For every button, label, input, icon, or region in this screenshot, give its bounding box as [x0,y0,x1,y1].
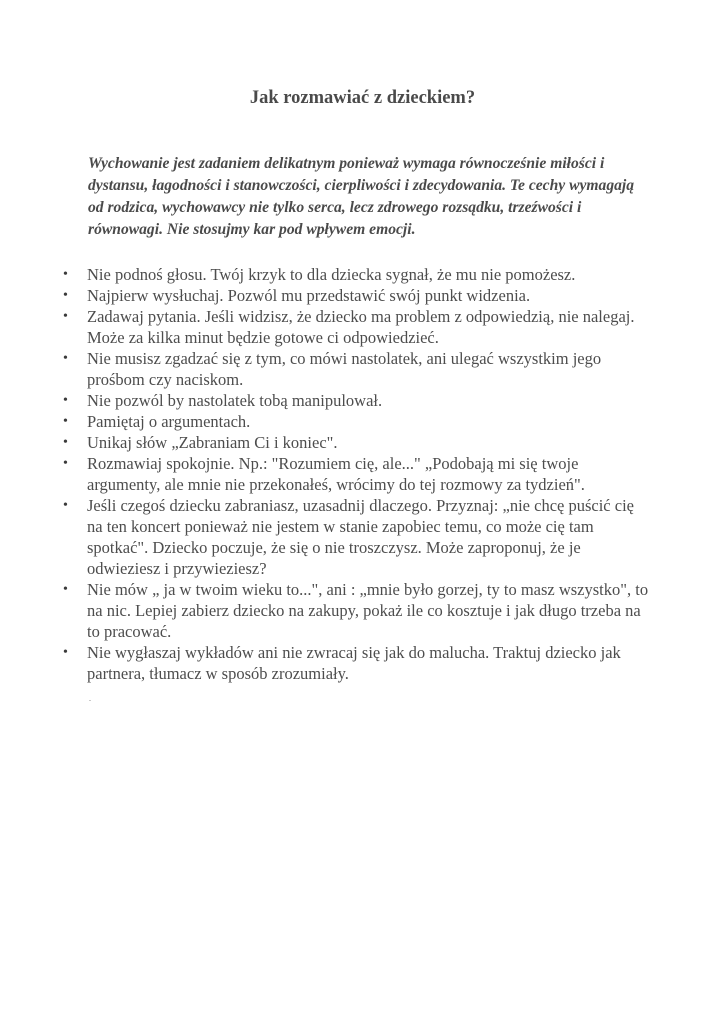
list-item-text: Unikaj słów „Zabraniam Ci i koniec". [87,433,338,452]
list-item-text: Nie mów „ ja w twoim wieku to...", ani : „mnie było gorzej, ty to masz wszystko", to na nic. Lepiej zabierz dziecko na zakupy, pokaż ile co kosztuje i jak długo trzeba na to pracować. [87,580,649,641]
list-item [63,390,653,411]
intro-paragraph: Wychowanie jest zadaniem delikatnym ponieważ wymaga równocześnie miłości i dystansu, łagodności i stanowczości, cierpliwości i zdecydowania. Te cechy wymagają od rodzica, wychowawcy nie tylko serca, lecz zdrowego rozsądku, trzeźwości i równowagi. Nie stosujmy kar pod wpływem emocji. [88,155,635,238]
list-item-text: Nie wygłaszaj wykładów ani nie zwracaj się jak do malucha. Traktuj dziecko jak partnera, tłumacz w sposób zrozumiały. [87,643,621,683]
bullet-icon: • [63,435,68,450]
list-item [63,306,653,348]
list-item-text: Rozmawiaj spokojnie. Np.: "Rozumiem cię, ale..." „Podobają mi się twoje argumenty, ale mnie nie przekonałeś, wrócimy do tej rozmowy za tydzień". [87,454,585,494]
bullet-icon: • [63,267,68,282]
list-item-text: Nie musisz zgadzać się z tym, co mówi nastolatek, ani ulegać wszystkim jego prośbom czy naciskom. [87,349,602,389]
list-item [63,495,653,579]
bullet-icon: • [63,456,68,471]
list-item [63,432,653,453]
list-item-text: Nie pozwól by nastolatek tobą manipulował. [87,391,383,410]
list-item-text: Nie podnoś głosu. Twój krzyk to dla dziecka sygnał, że mu nie pomożesz. [87,265,576,284]
trailing-mark: . [89,694,91,703]
bullet-icon: • [63,498,68,513]
list-item-text: Jeśli czegoś dziecku zabraniasz, uzasadnij dlaczego. Przyznaj: „nie chcę puścić cię na ten koncert ponieważ nie jestem w stanie zapobiec temu, co może cię tam spotkać". Dziecko poczuje, że się o nie troszczysz. Może zaproponuj, że je odwieziesz i przywieziesz? [87,496,634,578]
bullet-icon: • [63,351,68,366]
list-item [63,264,653,285]
page-title: Jak rozmawiać z dzieckiem? [249,88,476,108]
bullet-icon: • [63,309,68,324]
list-item [63,642,653,684]
list-item [63,453,653,495]
bullet-icon: • [63,414,68,429]
bullet-icon: • [63,645,68,660]
list-item-text: Najpierw wysłuchaj. Pozwól mu przedstawić swój punkt widzenia. [87,286,531,305]
tips-list [63,264,653,684]
bullet-icon: • [63,393,68,408]
bullet-icon: • [63,288,68,303]
bullet-icon: • [63,582,68,597]
list-item-text: Zadawaj pytania. Jeśli widzisz, że dziecko ma problem z odpowiedzią, nie nalegaj. Może za kilka minut będzie gotowe ci odpowiedzieć. [87,307,635,347]
list-item [63,285,653,306]
list-item [63,411,653,432]
list-item-text: Pamiętaj o argumentach. [87,412,251,431]
list-item [63,579,653,642]
list-item [63,348,653,390]
